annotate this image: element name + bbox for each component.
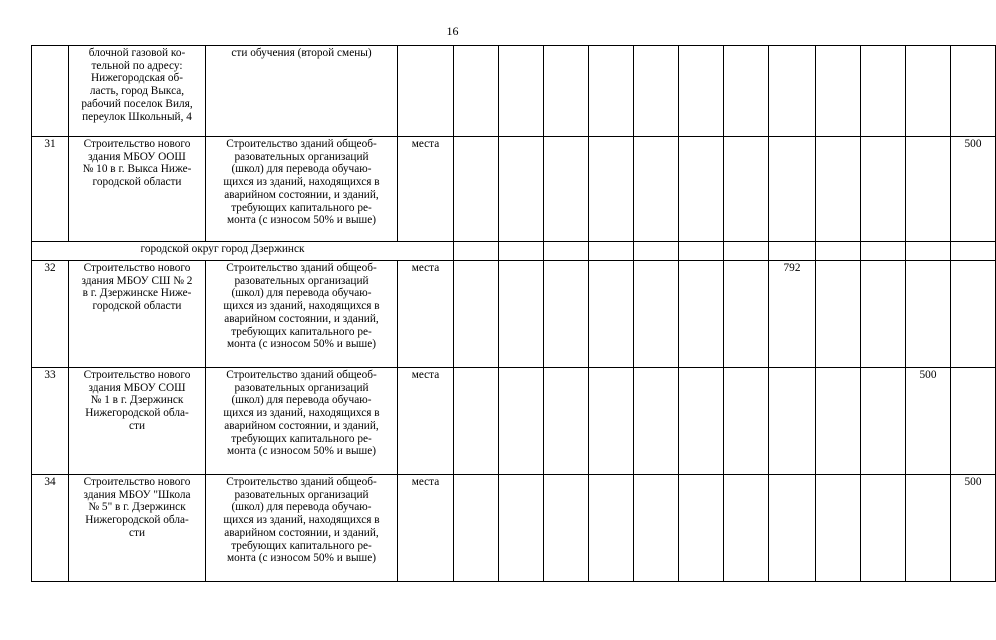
- value-cell: [816, 261, 861, 368]
- project-description: [206, 46, 398, 137]
- desc-line: щихся из зданий, находящихся в: [223, 176, 380, 189]
- value-cell: [816, 475, 861, 582]
- value-cell: [861, 242, 906, 261]
- value-cell: [679, 368, 724, 475]
- value-cell: [499, 242, 544, 261]
- value-cell: [679, 242, 724, 261]
- unit-cell: места: [398, 368, 454, 475]
- table-row-33: [32, 368, 996, 475]
- name-line: Нижегородской обла-: [85, 514, 189, 527]
- value-cell: [454, 261, 499, 368]
- value-cell: [951, 261, 996, 368]
- value-cell: 500: [906, 368, 951, 475]
- project-name: [69, 137, 206, 242]
- value-cell: [634, 137, 679, 242]
- project-name: [69, 46, 206, 137]
- project-description: [206, 261, 398, 368]
- project-description: [206, 475, 398, 582]
- value-cell: [906, 46, 951, 137]
- value-cell: [544, 46, 589, 137]
- value-cell: [589, 137, 634, 242]
- value-cell: [816, 46, 861, 137]
- value-cell: [769, 368, 816, 475]
- project-name: [69, 261, 206, 368]
- desc-line: разовательных организаций: [234, 381, 369, 394]
- desc-line: щихся из зданий, находящихся в: [223, 407, 380, 420]
- name-line: сти: [129, 526, 145, 539]
- unit-cell: места: [398, 137, 454, 242]
- value-cell: [861, 46, 906, 137]
- name-line: Нижегородской обла-: [85, 407, 189, 420]
- name-line: Строительство нового: [83, 262, 191, 274]
- desc-line: аварийном состоянии, и зданий,: [224, 419, 379, 432]
- name-line: здания МБОУ СОШ: [88, 381, 186, 394]
- value-cell: [951, 368, 996, 475]
- value-cell: [634, 368, 679, 475]
- row-number: 33: [32, 368, 69, 475]
- value-cell: [544, 368, 589, 475]
- name-line: здания МБОУ ООШ: [88, 150, 186, 163]
- value-cell: [544, 261, 589, 368]
- name-line: здания МБОУ СШ № 2: [81, 274, 193, 287]
- value-cell: [906, 475, 951, 582]
- name-line: в г. Дзержинске Ниже-: [82, 287, 192, 300]
- value-cell: [679, 137, 724, 242]
- desc-line: (школ) для перевода обучаю-: [231, 501, 372, 514]
- value-cell: 500: [951, 475, 996, 582]
- section-blank-cell: [32, 242, 69, 261]
- page-number: 16: [446, 24, 459, 38]
- desc-line: (школ) для перевода обучаю-: [231, 163, 372, 176]
- desc-line: сти обучения (второй смены): [231, 47, 372, 59]
- value-cell: [724, 261, 769, 368]
- desc-line: щихся из зданий, находящихся в: [223, 514, 380, 527]
- desc-line: (школ) для перевода обучаю-: [231, 394, 372, 407]
- desc-line: монта (с износом 50% и выше): [226, 338, 377, 351]
- project-description: [206, 368, 398, 475]
- unit-cell: [398, 46, 454, 137]
- name-line: Строительство нового: [83, 138, 191, 150]
- value-cell: [679, 46, 724, 137]
- value-cell: [679, 475, 724, 582]
- value-cell: [454, 475, 499, 582]
- desc-line: требующих капитального ре-: [231, 325, 372, 338]
- project-table: [31, 45, 996, 582]
- value-cell: [454, 137, 499, 242]
- value-cell: [589, 475, 634, 582]
- row-number: 31: [32, 137, 69, 242]
- value-cell: [906, 261, 951, 368]
- value-cell: [634, 242, 679, 261]
- value-cell: [454, 368, 499, 475]
- table-row-continuation: [32, 46, 996, 137]
- value-cell: [951, 242, 996, 261]
- name-line: здания МБОУ "Школа: [83, 488, 191, 501]
- desc-line: требующих капитального ре-: [231, 539, 372, 552]
- value-cell: [454, 242, 499, 261]
- desc-line: монта (с износом 50% и выше): [226, 445, 377, 458]
- table-row-32: [32, 261, 996, 368]
- value-cell: [499, 46, 544, 137]
- project-name: [69, 475, 206, 582]
- table-row-34: [32, 475, 996, 582]
- value-cell: [769, 242, 816, 261]
- value-cell: [634, 46, 679, 137]
- value-cell: [634, 261, 679, 368]
- unit-cell: места: [398, 261, 454, 368]
- name-line: № 10 в г. Выкса Ниже-: [82, 163, 192, 176]
- value-cell: [589, 46, 634, 137]
- value-cell: [724, 368, 769, 475]
- name-line: ласть, город Выкса,: [89, 85, 185, 98]
- row-number: 32: [32, 261, 69, 368]
- name-line: № 1 в г. Дзержинск: [90, 394, 184, 407]
- desc-line: разовательных организаций: [234, 488, 369, 501]
- value-cell: [861, 137, 906, 242]
- value-cell: [454, 46, 499, 137]
- desc-line: Строительство зданий общеоб-: [226, 476, 377, 488]
- value-cell: [906, 137, 951, 242]
- table-row-31: [32, 137, 996, 242]
- name-line: сти: [129, 419, 145, 432]
- value-cell: [816, 368, 861, 475]
- value-cell: [861, 368, 906, 475]
- value-cell: [544, 475, 589, 582]
- value-cell: [499, 137, 544, 242]
- desc-line: Строительство зданий общеоб-: [226, 262, 377, 274]
- value-cell: [679, 261, 724, 368]
- desc-line: требующих капитального ре-: [231, 201, 372, 214]
- desc-line: монта (с износом 50% и выше): [226, 552, 377, 565]
- value-cell: [589, 368, 634, 475]
- value-cell: [589, 242, 634, 261]
- section-title: городской округ город Дзержинск: [69, 242, 454, 261]
- unit-cell: места: [398, 475, 454, 582]
- value-cell: 500: [951, 137, 996, 242]
- name-line: городской области: [92, 176, 182, 189]
- desc-line: разовательных организаций: [234, 274, 369, 287]
- name-line: тельной по адресу:: [91, 59, 183, 72]
- value-cell: [724, 242, 769, 261]
- value-cell: [951, 46, 996, 137]
- row-number: 34: [32, 475, 69, 582]
- project-name: [69, 368, 206, 475]
- value-cell: [769, 46, 816, 137]
- value-cell: 792: [769, 261, 816, 368]
- desc-line: требующих капитального ре-: [231, 432, 372, 445]
- name-line: № 5" в г. Дзержинск: [88, 501, 186, 514]
- desc-line: монта (с износом 50% и выше): [226, 214, 377, 227]
- value-cell: [724, 475, 769, 582]
- desc-line: Строительство зданий общеоб-: [226, 369, 377, 381]
- value-cell: [499, 368, 544, 475]
- name-line: блочной газовой ко-: [88, 47, 186, 59]
- desc-line: (школ) для перевода обучаю-: [231, 287, 372, 300]
- value-cell: [544, 137, 589, 242]
- desc-line: Строительство зданий общеоб-: [226, 138, 377, 150]
- value-cell: [769, 137, 816, 242]
- value-cell: [816, 242, 861, 261]
- value-cell: [724, 137, 769, 242]
- value-cell: [634, 475, 679, 582]
- value-cell: [861, 475, 906, 582]
- desc-line: аварийном состоянии, и зданий,: [224, 188, 379, 201]
- value-cell: [861, 261, 906, 368]
- value-cell: [769, 475, 816, 582]
- value-cell: [499, 261, 544, 368]
- desc-line: аварийном состоянии, и зданий,: [224, 312, 379, 325]
- section-row: [32, 242, 996, 261]
- value-cell: [499, 475, 544, 582]
- value-cell: [589, 261, 634, 368]
- name-line: Строительство нового: [83, 476, 191, 488]
- desc-line: щихся из зданий, находящихся в: [223, 300, 380, 313]
- project-description: [206, 137, 398, 242]
- value-cell: [816, 137, 861, 242]
- value-cell: [724, 46, 769, 137]
- desc-line: разовательных организаций: [234, 150, 369, 163]
- name-line: переулок Школьный, 4: [82, 110, 192, 123]
- name-line: рабочий поселок Виля,: [81, 97, 193, 110]
- name-line: Нижегородская об-: [90, 72, 184, 85]
- value-cell: [906, 242, 951, 261]
- row-number: [32, 46, 69, 137]
- name-line: Строительство нового: [83, 369, 191, 381]
- desc-line: аварийном состоянии, и зданий,: [224, 526, 379, 539]
- name-line: городской области: [92, 300, 182, 313]
- value-cell: [544, 242, 589, 261]
